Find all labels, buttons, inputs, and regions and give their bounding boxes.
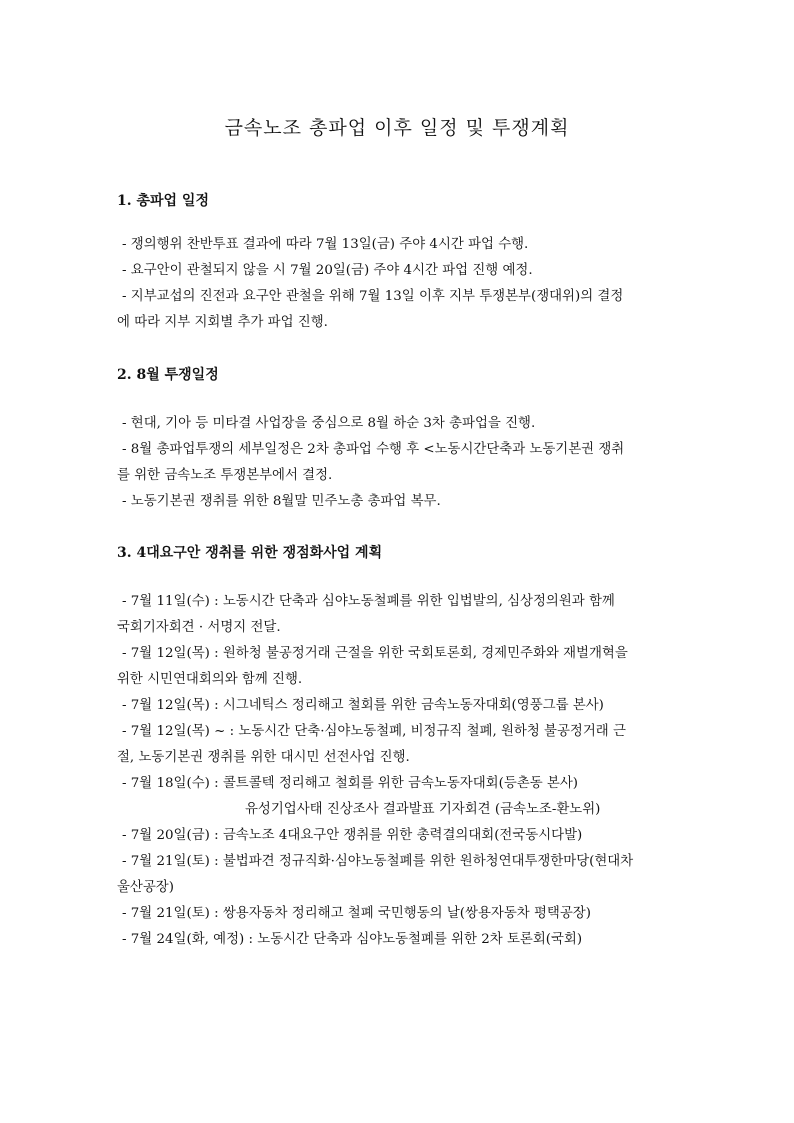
list-item: - 7월 24일(화, 예정) : 노동시간 단축과 심야노동철폐를 위한 2차 토론회(국회) — [122, 932, 583, 947]
section-schedule — [117, 191, 677, 336]
list-item: - 노동기본권 쟁취를 위한 8월말 민주노총 총파업 복무. — [122, 494, 441, 509]
list-item: - 지부교섭의 진전과 요구안 관철을 위해 7월 13일 이후 지부 투쟁본부(쟁대위)의 결정 — [122, 289, 624, 304]
list-item: - 쟁의행위 찬반투표 결과에 따라 7월 13일(금) 주야 4시간 파업 수행. — [122, 237, 529, 252]
list-item: - 7월 12일(목) : 원하청 불공정거래 근절을 위한 국회토론회, 경제민주화와 재벌개혁을 — [122, 646, 628, 661]
list-item: - 7월 18일(수) : 콜트콜텍 정리해고 철회를 위한 금속노동자대회(등촌동 본사) — [122, 776, 578, 791]
list-item: - 7월 12일(목) : 시그네틱스 정리해고 철회를 위한 금속노동자대회(영풍그룹 본사) — [122, 698, 604, 713]
list-item: - 요구안이 관철되지 않을 시 7월 20일(금) 주야 4시간 파업 진행 예정. — [122, 263, 533, 278]
section-heading: 3. 4대요구안 쟁취를 위한 쟁점화사업 계획 — [117, 545, 383, 561]
list-item: - 7월 21일(토) : 쌍용자동차 정리해고 철폐 국민행동의 날(쌍용자동차 평택공장) — [122, 906, 591, 921]
list-item-continuation: 위한 시민연대회의와 함께 진행. — [117, 672, 303, 687]
list-item: - 8월 총파업투쟁의 세부일정은 2차 총파업 수행 후 <노동시간단축과 노동기본권 쟁취 — [122, 442, 625, 457]
list-item: - 7월 20일(금) : 금속노조 4대요구안 쟁취를 위한 총력결의대회(전국동시다발) — [122, 828, 583, 843]
list-item: - 7월 21일(토) : 불법파견 정규직화·심야노동철폐를 위한 원하청연대투쟁한마당(현대차 — [122, 854, 634, 869]
list-item: - 7월 12일(목) ~ : 노동시간 단축·심야노동철폐, 비정규직 철폐, 원하청 불공정거래 근 — [122, 724, 626, 739]
list-item-continuation: 국회기자회견 · 서명지 전달. — [117, 620, 281, 635]
document-title: 금속노조 총파업 이후 일정 및 투쟁계획 — [224, 117, 570, 139]
section-heading: 2. 8월 투쟁일정 — [117, 367, 219, 383]
list-item: - 7월 11일(수) : 노동시간 단축과 심야노동철폐를 위한 입법발의, 심상정의원과 함께 — [122, 594, 615, 609]
section-campaign-plan — [117, 543, 677, 953]
list-item-continuation: 절, 노동기본권 쟁취를 위한 대시민 선전사업 진행. — [117, 750, 410, 765]
list-item-sub: 유성기업사태 진상조사 결과발표 기자회견 (금속노조-환노위) — [245, 802, 601, 817]
list-item: - 현대, 기아 등 미타결 사업장을 중심으로 8월 하순 3차 총파업을 진행. — [122, 416, 536, 431]
list-item-continuation: 울산공장) — [117, 880, 174, 895]
section-august-plan — [117, 365, 677, 515]
section-heading: 1. 총파업 일정 — [117, 193, 209, 209]
list-item-continuation: 에 따라 지부 지회별 추가 파업 진행. — [117, 315, 328, 330]
list-item-continuation: 를 위한 금속노조 투쟁본부에서 결정. — [117, 468, 333, 483]
